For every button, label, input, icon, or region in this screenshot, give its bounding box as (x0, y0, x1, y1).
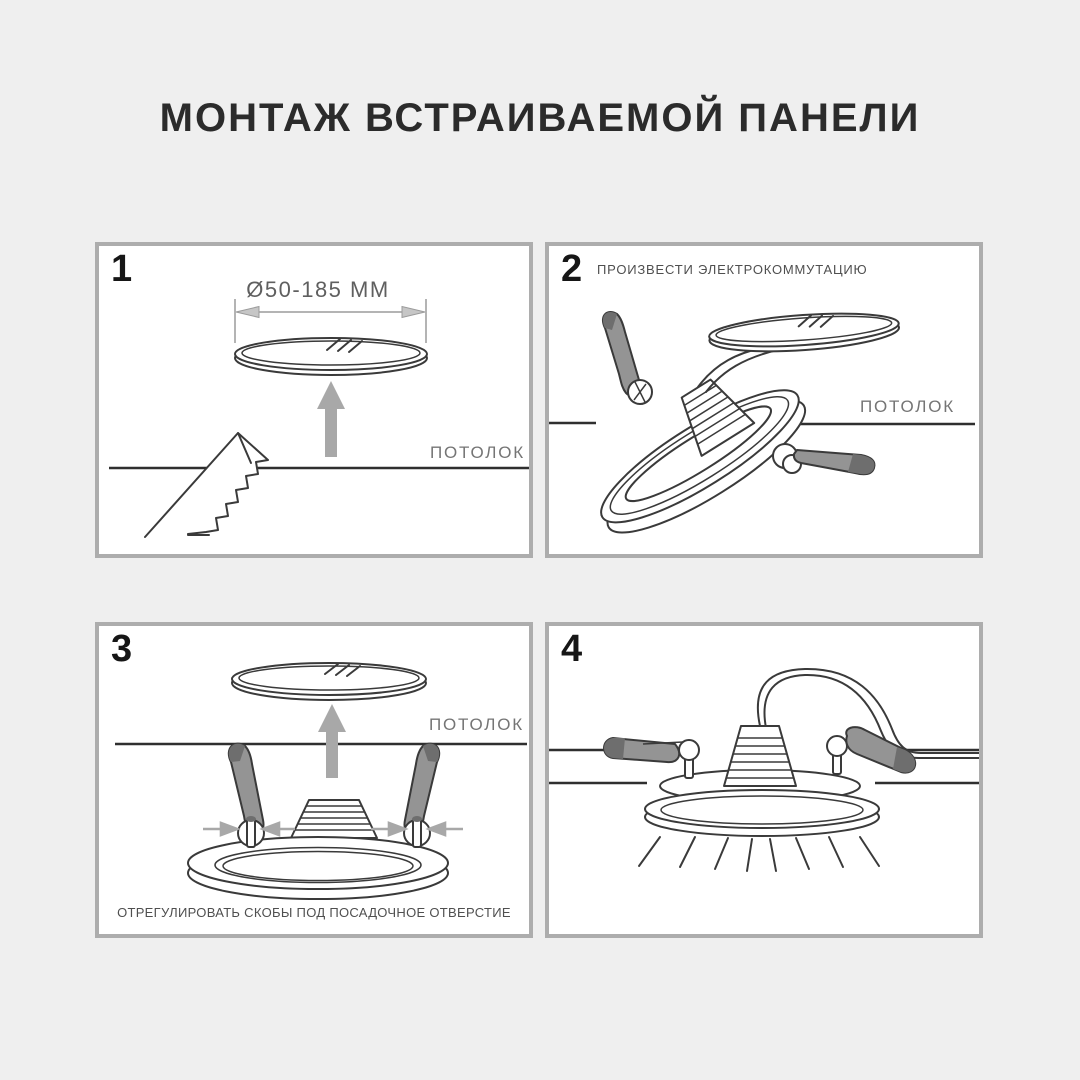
steps-grid (95, 242, 983, 938)
driver-cone (724, 726, 796, 786)
led-panel-disc (235, 338, 427, 375)
step-number-4: 4 (561, 628, 583, 670)
page-title: МОНТАЖ ВСТРАИВАЕМОЙ ПАНЕЛИ (159, 96, 921, 140)
step4-illustration (549, 626, 979, 934)
ceiling-label: ПОТОЛОК (429, 715, 524, 734)
step-panel-4 (545, 622, 983, 938)
step-number-3: 3 (111, 628, 133, 670)
panel-flange (645, 790, 879, 836)
step-number-2: 2 (561, 248, 583, 290)
step-panel-1 (95, 242, 533, 558)
step-panel-2 (545, 242, 983, 558)
driver-cone (291, 800, 377, 838)
cutout-diameter-label: Ø50-185 ММ (246, 277, 390, 302)
cutout-piece (145, 433, 268, 537)
light-rays (639, 837, 879, 871)
spring-clip-left (603, 312, 652, 404)
step3-caption: ОТРЕГУЛИРОВАТЬ СКОБЫ ПОД ПОСАДОЧНОЕ ОТВЕРСТИЕ (117, 905, 511, 920)
step-panel-3 (95, 622, 533, 938)
insert-up-arrow-icon (317, 381, 345, 457)
driver-cover-disc (708, 308, 900, 356)
spring-clip-left (604, 738, 699, 778)
ceiling-label: ПОТОЛОК (430, 443, 525, 462)
step3-illustration (99, 626, 529, 934)
dimension-arrow (235, 299, 426, 343)
insert-up-arrow-icon (318, 704, 346, 778)
step-number-1: 1 (111, 248, 133, 290)
step2-caption: ПРОИЗВЕСТИ ЭЛЕКТРОКОММУТАЦИЮ (597, 262, 868, 277)
spring-clip-right (827, 727, 915, 774)
spring-clip-right (773, 444, 874, 474)
ceiling-label: ПОТОЛОК (860, 397, 955, 416)
led-panel-body (188, 837, 448, 899)
led-panel-disc (232, 663, 426, 700)
